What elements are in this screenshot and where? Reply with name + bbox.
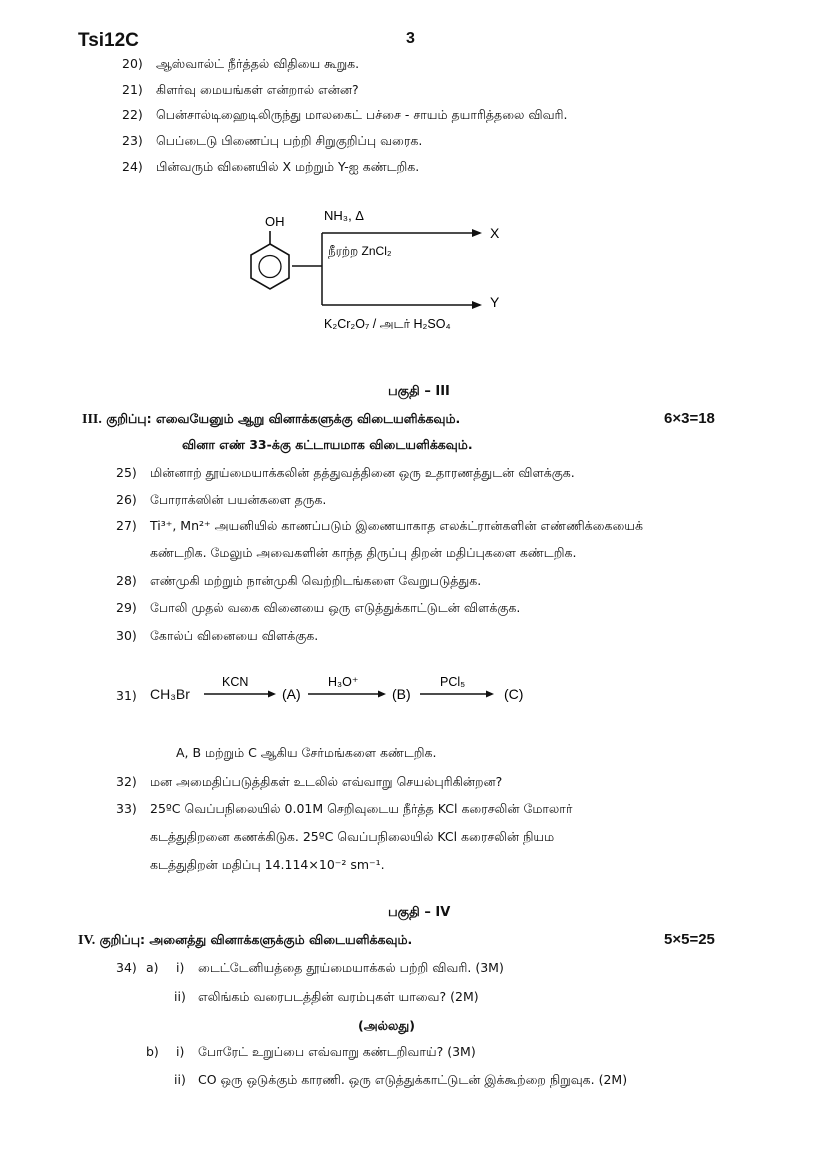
question-number: 27) [116, 518, 137, 533]
reagent-pcl5: PCl₅ [440, 675, 466, 689]
question-number: 32) [116, 774, 137, 789]
product-y: Y [490, 294, 500, 310]
reagent-zncl2: நீரற்ற ZnCl₂ [328, 244, 392, 258]
question-25 [116, 465, 575, 482]
question-text: கண்டறிக. மேலும் அவைகளின் காந்த திருப்பு திறன் மதிப்புகளை கண்டறிக. [150, 545, 577, 560]
arrow-head-y [472, 301, 482, 309]
question-number: 30) [116, 628, 137, 643]
benzene-ring [251, 244, 289, 289]
page-number: 3 [406, 30, 415, 47]
question-23 [122, 133, 422, 150]
question-number: 21) [122, 82, 143, 97]
question-33 [116, 801, 572, 818]
question-34-b-label: b) [146, 1044, 159, 1059]
question-number: 22) [122, 107, 143, 122]
question-text: எண்முகி மற்றும் நான்முகி வெற்றிடங்களை வேறுபடுத்துக. [150, 573, 482, 588]
part-3-roman: III. [82, 412, 102, 427]
compound-b: (B) [392, 686, 411, 702]
part-3-title: பகுதி – III [388, 384, 450, 399]
question-27-continued [150, 545, 576, 562]
benzene-ring-circle [259, 256, 281, 278]
question-text: போலி முதல் வகை வினையை ஒரு எடுத்துக்காட்டுடன் விளக்குக. [150, 600, 521, 615]
question-34-a-i: டைட்டேனியத்தை தூய்மையாக்கல் பற்றி விவரி. (3M) [198, 960, 504, 975]
question-33-line-2: கடத்துதிறனை கணக்கிடுக. 25ºC வெப்பநிலையில் KCl கரைசலின் நியம [150, 829, 555, 844]
part-3-compulsory-note: வினா எண் 33-க்கு கட்டாயமாக விடையளிக்கவும். [182, 437, 473, 452]
reagent-k2cr2o7: K₂Cr₂O₇ / அடர் H₂SO₄ [324, 317, 451, 331]
part-4-title: பகுதி – IV [388, 905, 451, 920]
part-3-instruction: குறிப்பு: எவையேனும் ஆறு வினாக்களுக்கு விடையளிக்கவும். [106, 411, 461, 426]
question-31-number: 31) [116, 688, 137, 703]
question-31-follow: A, B மற்றும் C ஆகிய சேர்மங்களை கண்டறிக. [176, 745, 437, 760]
question-34-a-label: a) [146, 960, 159, 975]
reactant-ch3br: CH₃Br [150, 686, 190, 702]
question-text: கிளர்வு மையங்கள் என்றால் என்ன? [156, 82, 359, 97]
question-29 [116, 600, 520, 617]
question-34-b-ii-label: ii) [174, 1072, 186, 1087]
arrow-head-3 [486, 691, 494, 698]
arrow-head-2 [378, 691, 386, 698]
reagent-h3o: H₃O⁺ [328, 675, 359, 689]
question-32 [116, 774, 502, 791]
question-28 [116, 573, 481, 590]
question-text: கோல்ப் வினையை விளக்குக. [150, 628, 319, 643]
question-number: 23) [122, 133, 143, 148]
question-text: பின்வரும் வினையில் X மற்றும் Y-ஐ கண்டறிக. [156, 159, 420, 174]
part-4-instruction-row [78, 932, 412, 949]
arrow-head-1 [268, 691, 276, 698]
phenol-reaction-scheme [230, 200, 530, 350]
compound-c: (C) [504, 686, 524, 702]
part-4-marks: 5×5=25 [664, 931, 715, 948]
question-text: மின்னாற் தூய்மையாக்கலின் தத்துவத்தினை ஒரு உதாரணத்துடன் விளக்குக. [150, 465, 575, 480]
question-22 [122, 107, 568, 124]
reagent-nh3: NH₃, Δ [324, 208, 364, 223]
question-number: 20) [122, 56, 143, 71]
question-text: பெப்டைடு பிணைப்பு பற்றி சிறுகுறிப்பு வரைக. [156, 133, 423, 148]
part-4-instruction: குறிப்பு: அனைத்து வினாக்களுக்கும் விடையளிக்கவும். [99, 932, 413, 947]
question-number: 25) [116, 465, 137, 480]
question-text: Ti³⁺, Mn²⁺ அயனியில் காணப்படும் இணையாகாத எலக்ட்ரான்களின் எண்ணிக்கையைக் [150, 518, 644, 533]
question-number: 26) [116, 492, 137, 507]
part-4-roman: IV. [78, 933, 96, 948]
question-34-number: 34) [116, 960, 137, 975]
question-27 [116, 518, 643, 535]
question-30 [116, 628, 318, 645]
question-34-a-ii-label: ii) [174, 989, 186, 1004]
question-number: 33) [116, 801, 137, 816]
question-20 [122, 56, 359, 73]
question-34-b-ii: CO ஒரு ஒடுக்கும் காரணி. ஒரு எடுத்துக்காட்டுடன் இக்கூற்றை நிறுவுக. (2M) [198, 1072, 628, 1087]
paper-code: Tsi12C [78, 30, 139, 51]
or-separator: (அல்லது) [358, 1018, 415, 1033]
question-34-a-i-label: i) [176, 960, 185, 975]
question-text: ஆஸ்வால்ட் நீர்த்தல் விதியை கூறுக. [156, 56, 360, 71]
question-number: 28) [116, 573, 137, 588]
question-24 [122, 159, 419, 176]
question-34-b-i: போரேட் உறுப்பை எவ்வாறு கண்டறிவாய்? (3M) [198, 1044, 476, 1059]
reagent-kcn: KCN [222, 675, 249, 689]
question-21 [122, 82, 359, 99]
question-26 [116, 492, 326, 509]
question-34-a-ii: எலிங்கம் வரைபடத்தின் வரம்புகள் யாவை? (2M) [198, 989, 479, 1004]
part-3-instruction-row [82, 411, 460, 428]
question-number: 24) [122, 159, 143, 174]
compound-a: (A) [282, 686, 301, 702]
question-text: போராக்ஸின் பயன்களை தருக. [150, 492, 327, 507]
question-33-line-3: கடத்துதிறன் மதிப்பு 14.114×10⁻² sm⁻¹. [150, 857, 385, 872]
q31-reaction-arrows [200, 670, 540, 710]
question-text: மன அமைதிப்படுத்திகள் உடலில் எவ்வாறு செயல்புரிகின்றன? [150, 774, 503, 789]
question-number: 29) [116, 600, 137, 615]
question-text: 25ºC வெப்பநிலையில் 0.01M செறிவுடைய நீர்த்த KCl கரைசலின் மோலார் [150, 801, 573, 816]
arrow-head-x [472, 229, 482, 237]
product-x: X [490, 225, 500, 241]
question-text: பென்சால்டிஹைடிலிருந்து மாலகைட் பச்சை - சாயம் தயாரித்தலை விவரி. [156, 107, 568, 122]
oh-label: OH [265, 214, 285, 229]
question-34-b-i-label: i) [176, 1044, 185, 1059]
part-3-marks: 6×3=18 [664, 410, 715, 427]
